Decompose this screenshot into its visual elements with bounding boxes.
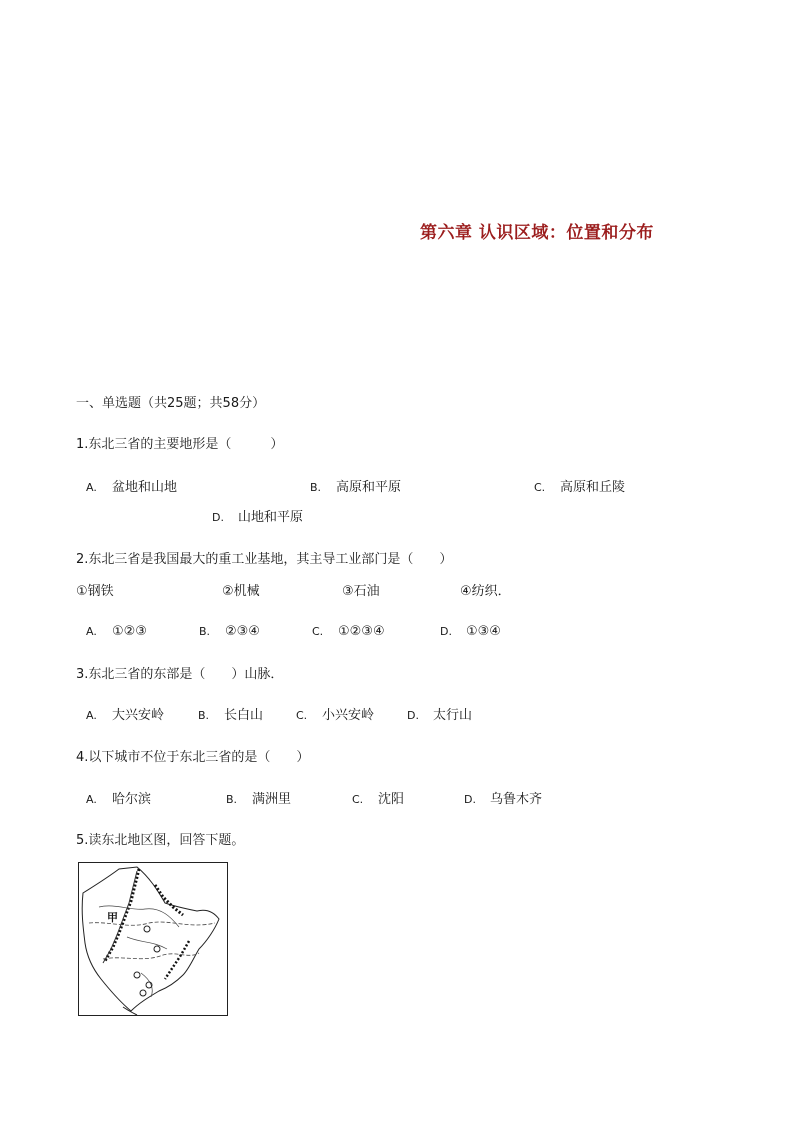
question-3-option-d[interactable] [407,707,472,725]
question-2-stem: 2.东北三省是我国最大的重工业基地，其主导工业部门是（ ） [76,552,453,567]
option-key: B. [310,481,322,494]
option-text: ①②③ [112,624,147,639]
question-4-stem: 4.以下城市不位于东北三省的是（ ） [76,750,310,765]
question-2-option-a[interactable] [86,623,147,641]
question-1-stem: 1.东北三省的主要地形是（ ） [76,437,284,452]
question-2-item-1: ①钢铁 [76,584,114,599]
option-text: 沈阳 [378,792,405,807]
option-text: 大兴安岭 [112,708,165,723]
question-3-option-b[interactable] [198,707,263,725]
option-text: 小兴安岭 [322,708,375,723]
option-text: 满洲里 [252,792,292,807]
option-key: C. [296,709,308,722]
option-text: 山地和平原 [238,510,304,525]
question-4-option-c[interactable] [352,791,404,809]
question-4-option-b[interactable] [226,791,291,809]
map-label-jia: 甲 [107,911,118,924]
question-1-option-d[interactable] [212,509,303,527]
question-2-option-b[interactable] [199,623,260,641]
option-text: ②③④ [225,624,260,639]
option-key: A. [86,481,97,494]
northeast-region-map [78,862,228,1016]
option-key: C. [352,793,364,806]
option-key: B. [226,793,238,806]
option-key: A. [86,709,97,722]
option-key: A. [86,625,97,638]
option-text: ①②③④ [338,624,385,639]
question-1-option-a[interactable] [86,479,177,497]
question-4-option-a[interactable] [86,791,151,809]
option-text: 高原和丘陵 [560,480,626,495]
map-drawing [79,863,227,1015]
question-2-item-2: ②机械 [222,584,260,599]
question-2-option-d[interactable] [440,623,501,641]
option-key: C. [534,481,546,494]
option-key: D. [440,625,452,638]
option-key: B. [198,709,210,722]
question-4-option-d[interactable] [464,791,542,809]
option-key: D. [212,511,224,524]
option-text: 乌鲁木齐 [490,792,543,807]
question-3-stem: 3.东北三省的东部是（ ）山脉． [76,667,284,682]
option-key: D. [407,709,419,722]
question-2-item-3: ③石油 [342,584,380,599]
option-key: B. [199,625,211,638]
option-key: C. [312,625,324,638]
option-text: 长白山 [224,708,264,723]
option-key: A. [86,793,97,806]
question-2-option-c[interactable] [312,623,385,641]
question-1-option-b[interactable] [310,479,401,497]
option-text: 哈尔滨 [112,792,152,807]
question-1-option-c[interactable] [534,479,625,497]
question-5-stem: 5.读东北地区图，回答下题。 [76,833,245,848]
option-text: 太行山 [433,708,473,723]
question-3-option-a[interactable] [86,707,164,725]
option-key: D. [464,793,476,806]
chapter-title: 第六章 认识区域：位置和分布 [420,223,654,243]
section-header: 一、单选题（共25题；共58分） [76,396,266,411]
question-2-item-4: ④纺织． [460,584,511,599]
option-text: 盆地和山地 [112,480,178,495]
option-text: ①③④ [466,624,501,639]
option-text: 高原和平原 [336,480,402,495]
question-3-option-c[interactable] [296,707,374,725]
